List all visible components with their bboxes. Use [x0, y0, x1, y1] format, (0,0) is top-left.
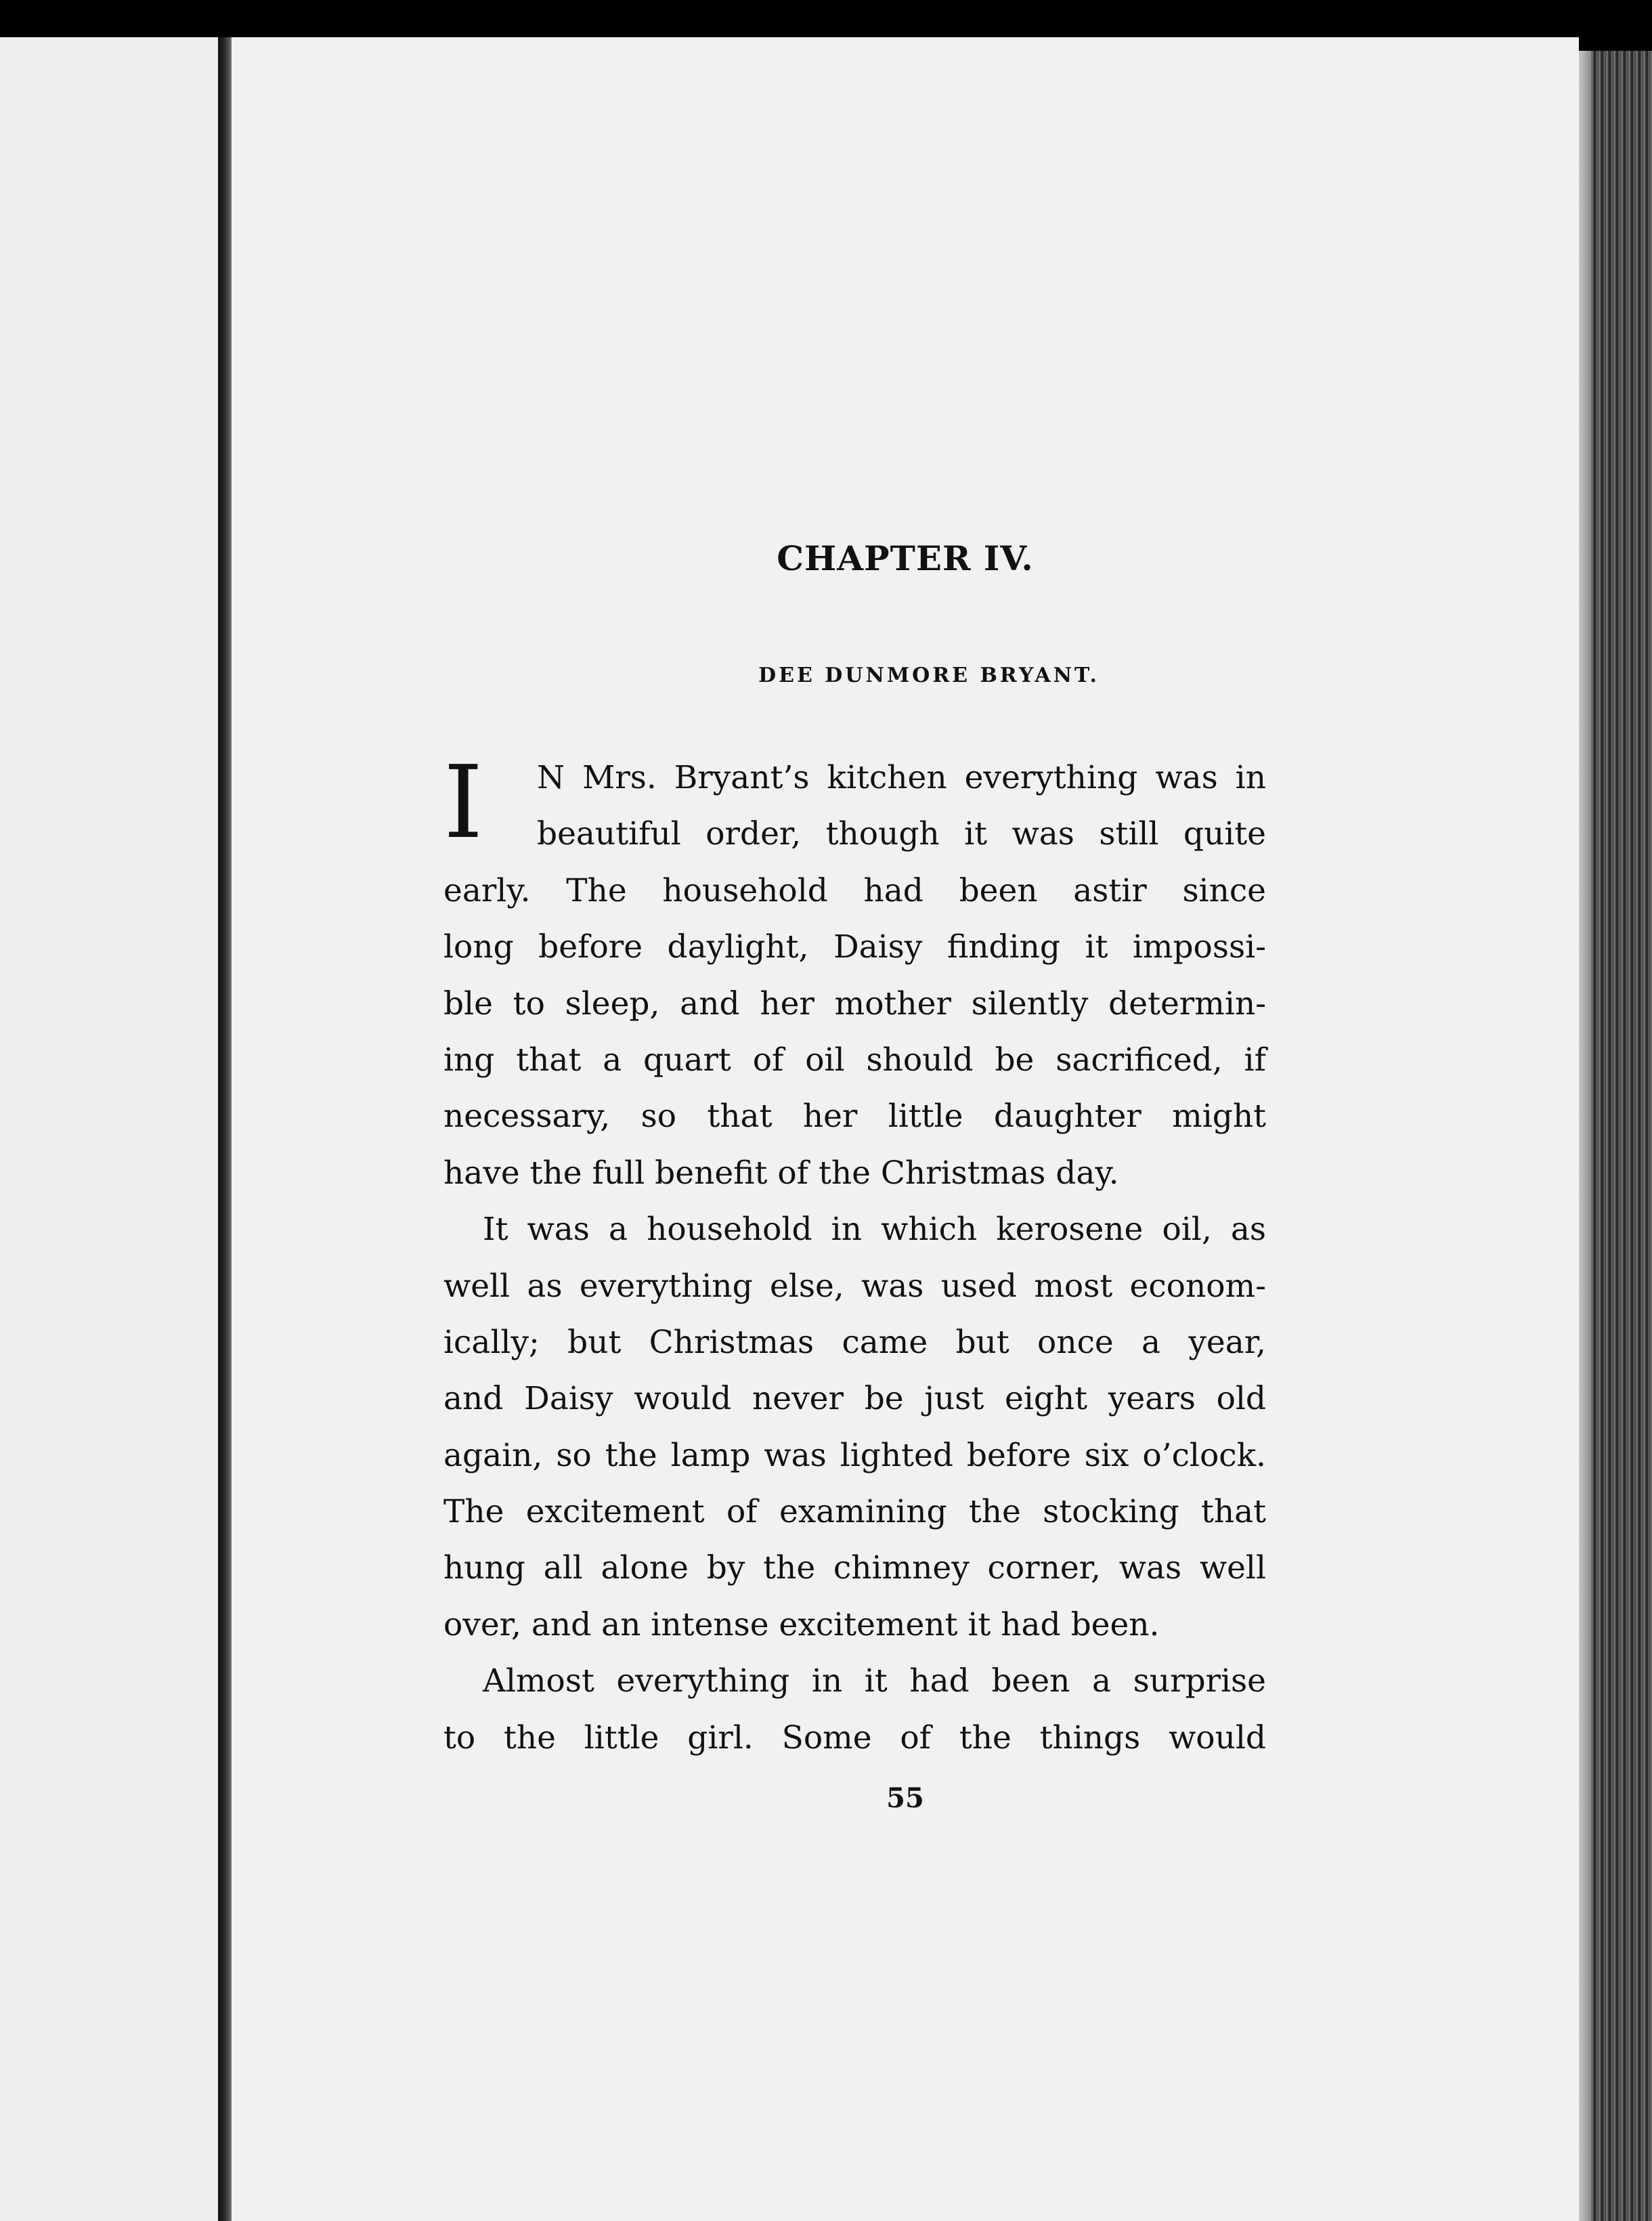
drop-cap: I [443, 744, 483, 861]
text-line: have the full benefit of the Christmas day. [443, 1154, 1119, 1192]
text-line: necessary, so that her little daughter might [443, 1098, 1266, 1136]
page-number: 55 [886, 1782, 924, 1814]
text-line: early. The household had been astir since [443, 871, 1266, 909]
book-gutter [218, 37, 232, 2221]
text-line: It was a household in which kerosene oil, as [483, 1211, 1266, 1249]
text-line: and Daisy would never be just eight years old [443, 1380, 1266, 1418]
text-line: The excitement of examining the stocking that [443, 1493, 1266, 1531]
text-line: long before daylight, Daisy finding it impossi- [443, 928, 1266, 966]
left-page-blank [0, 37, 218, 2221]
text-line: Almost everything in it had been a surprise [483, 1662, 1266, 1700]
text-line: well as everything else, was used most econom- [443, 1267, 1266, 1305]
text-line: ble to sleep, and her mother silently determin- [443, 985, 1266, 1022]
text-line: hung all alone by the chimney corner, was well [443, 1549, 1266, 1587]
text-line: over, and an intense excitement it had been. [443, 1605, 1160, 1643]
text-line: ically; but Christmas came but once a year, [443, 1323, 1266, 1361]
text-line: ing that a quart of oil should be sacrificed, if [443, 1041, 1266, 1079]
chapter-subtitle: DEE DUNMORE BRYANT. [758, 664, 1100, 687]
chapter-title: CHAPTER IV. [777, 538, 1034, 578]
text-line: again, so the lamp was lighted before six o’clock. [443, 1436, 1266, 1474]
body-text [443, 744, 1266, 1766]
text-line: N Mrs. Bryant’s kitchen everything was in [537, 759, 1266, 796]
text-line: beautiful order, though it was still quite [537, 815, 1266, 853]
page-edges [1579, 51, 1652, 2221]
text-line: to the little girl. Some of the things would [443, 1719, 1266, 1756]
